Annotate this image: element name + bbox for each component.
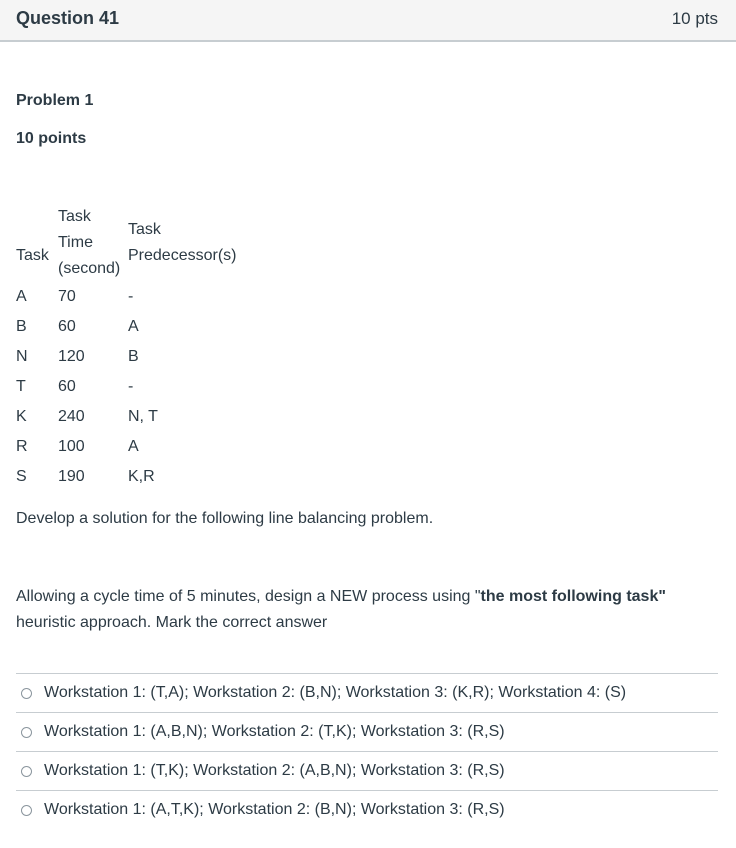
table-row — [14, 312, 250, 342]
header-time-line1: Task — [58, 208, 91, 225]
cell-predecessor: B — [128, 348, 139, 365]
table-row — [14, 342, 250, 372]
answer-label: Workstation 1: (T,K); Workstation 2: (A,B,N); Workstation 3: (R,S) — [44, 762, 505, 779]
cell-task: A — [16, 288, 27, 305]
develop-instruction: Develop a solution for the following line balancing problem. — [16, 510, 434, 527]
prompt-bold: the most following task" — [480, 588, 666, 605]
question-title: Question 41 — [16, 8, 120, 28]
prompt-suffix: heuristic approach. Mark the correct answer — [16, 614, 328, 631]
question-prompt — [16, 584, 716, 636]
answer-label: Workstation 1: (A,T,K); Workstation 2: (B,N); Workstation 3: (R,S) — [44, 801, 505, 818]
problem-heading: Problem 1 — [16, 92, 94, 109]
cell-task: S — [16, 468, 27, 485]
header-pred-line2: Predecessor(s) — [128, 247, 237, 264]
header-task-time — [56, 204, 126, 282]
header-time-line3: (second) — [58, 260, 121, 277]
header-task-label: Task — [16, 247, 49, 264]
cell-task: K — [16, 408, 27, 425]
cell-predecessor: K,R — [128, 468, 155, 485]
cell-time: 60 — [58, 318, 76, 335]
answer-option-2[interactable] — [16, 712, 718, 751]
table-row — [14, 402, 250, 432]
cell-task: T — [16, 378, 26, 395]
table-row — [14, 462, 250, 492]
cell-time: 120 — [58, 348, 85, 365]
cell-predecessor: A — [128, 318, 139, 335]
answer-option-3[interactable] — [16, 751, 718, 790]
problem-points: 10 points — [16, 130, 87, 147]
cell-time: 60 — [58, 378, 76, 395]
answer-option-1[interactable] — [16, 673, 718, 712]
prompt-prefix: Allowing a cycle time of 5 minutes, design a NEW process using " — [16, 588, 481, 605]
answer-list — [16, 673, 718, 829]
cell-predecessor: - — [128, 288, 134, 305]
answer-option-4[interactable] — [16, 790, 718, 829]
answer-label: Workstation 1: (T,A); Workstation 2: (B,N); Workstation 3: (K,R); Workstation 4: (S) — [44, 684, 627, 701]
cell-time: 240 — [58, 408, 85, 425]
cell-time: 100 — [58, 438, 85, 455]
radio-button[interactable] — [21, 805, 32, 816]
task-table — [14, 204, 250, 492]
cell-predecessor: - — [128, 378, 134, 395]
answer-label: Workstation 1: (A,B,N); Workstation 2: (T,K); Workstation 3: (R,S) — [44, 723, 505, 740]
cell-predecessor: N, T — [128, 408, 158, 425]
radio-button[interactable] — [21, 766, 32, 777]
radio-button[interactable] — [21, 727, 32, 738]
question-header — [0, 0, 736, 42]
cell-time: 70 — [58, 288, 76, 305]
cell-predecessor: A — [128, 438, 139, 455]
cell-task: R — [16, 438, 28, 455]
cell-time: 190 — [58, 468, 85, 485]
table-row — [14, 372, 250, 402]
table-row — [14, 432, 250, 462]
table-row — [14, 282, 250, 312]
question-points: 10 pts — [671, 9, 718, 28]
cell-task: B — [16, 318, 27, 335]
header-time-line2: Time — [58, 234, 93, 251]
cell-task: N — [16, 348, 28, 365]
radio-button[interactable] — [21, 688, 32, 699]
header-pred-line1: Task — [128, 221, 161, 238]
header-task — [14, 204, 56, 282]
task-table-header-row — [14, 204, 250, 282]
header-task-predecessor — [126, 204, 250, 282]
